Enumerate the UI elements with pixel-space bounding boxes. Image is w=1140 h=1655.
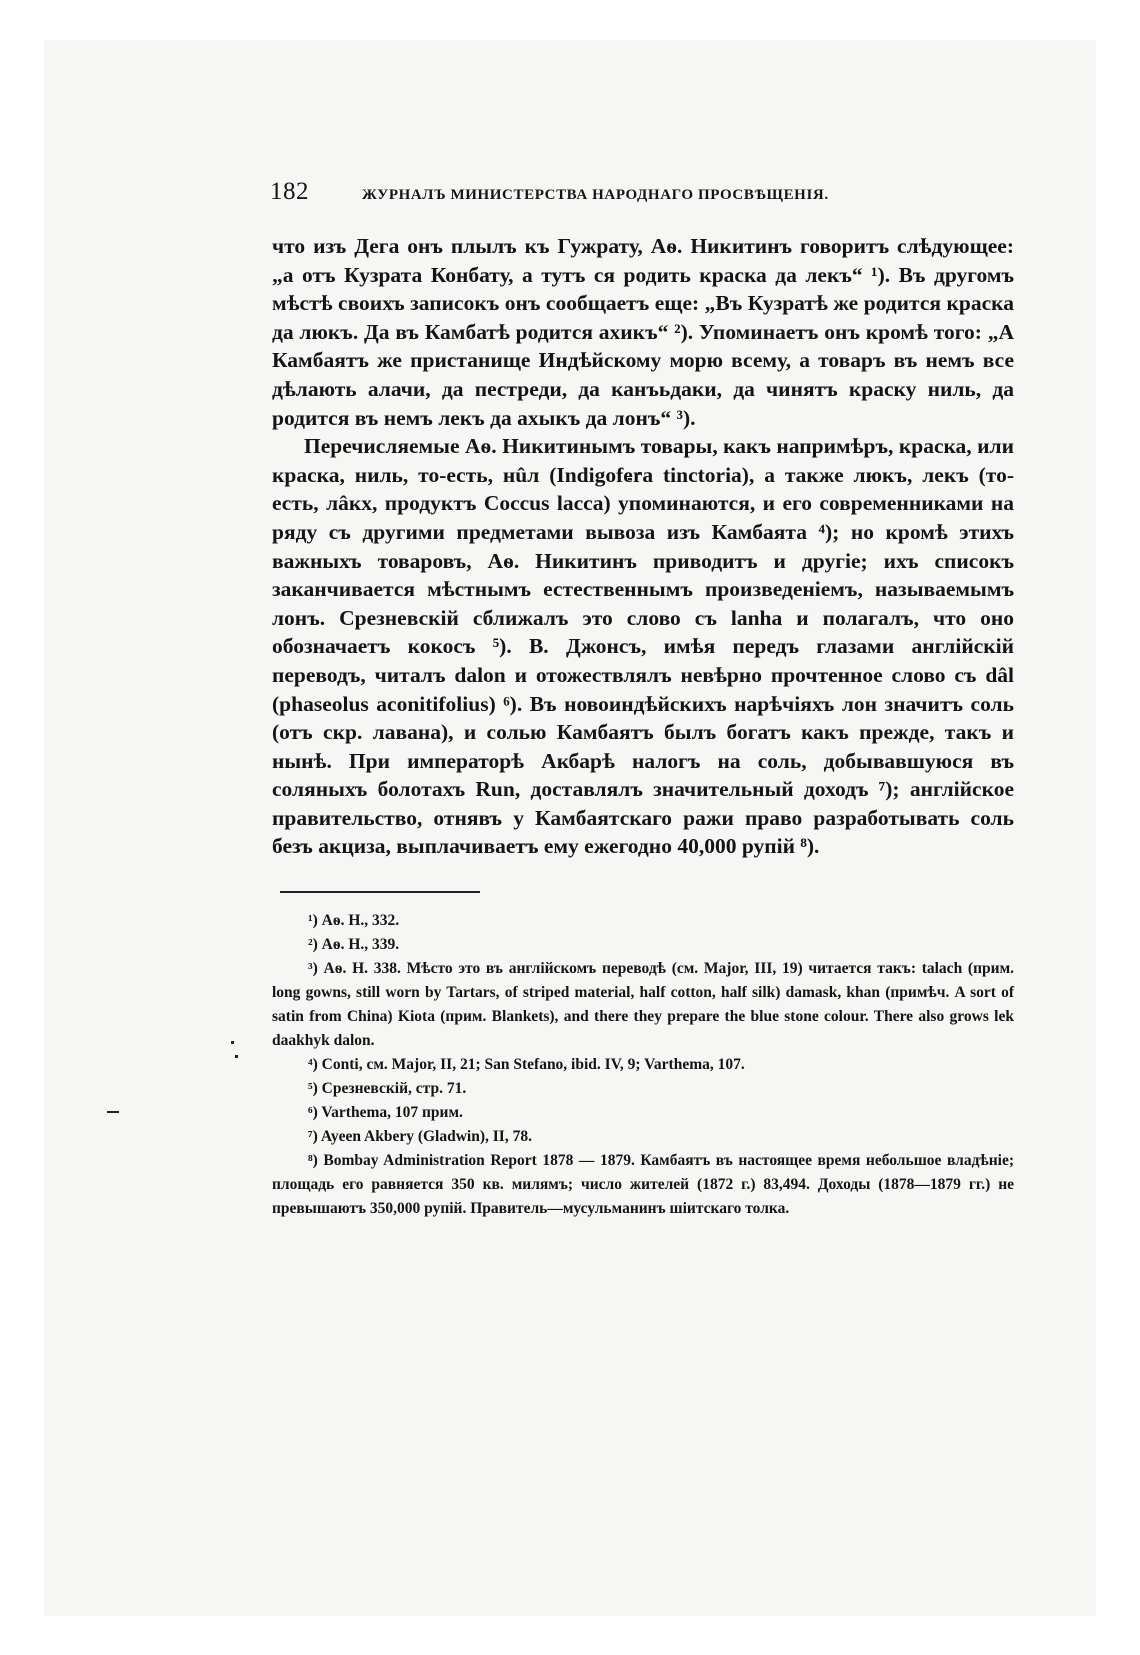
document-page [272,178,1014,1221]
scan-speck [235,1055,238,1058]
paragraph-continued: что изъ Дега онъ плылъ къ Гужрату, Аѳ. Никитинъ говоритъ слѣдующее: „а отъ Кузрата Конбату, а тутъ ся родить краска да лекъ“ ¹). Въ другомъ мѣстѣ своихъ записокъ онъ сообщаетъ еще: „Въ Кузратѣ же родится краска да люкъ. Да въ Камбатѣ родится ахикъ“ ²). Упоминаетъ онъ кромѣ того: „А Камбаятъ же пристанище Индѣйскому морю всему, а товаръ въ немъ все дѣлають алачи, да пестреди, да канъьдаки, да чинятъ краску ниль, да родится въ немъ лекъ да ахыкъ да лонъ“ ³). [272,234,1014,430]
footnote-2: ²) Аѳ. Н., 339. [308,936,400,954]
footnote-6: ⁶) Varthema, 107 прим. [308,1104,463,1122]
scan-dash [107,1111,119,1113]
footnotes [272,909,1014,1221]
footnote-8: ⁸) Bombay Administration Report 1878 — 1879. Камбаятъ въ настоящее время небольшое владѣніе; площадь его равняется 350 кв. милямъ; число жителей (1872 г.) 83,494. Доходы (1878—1879 гг.) не превышаютъ 350,000 рупій. Правитель—мусульманинъ шіитскаго толка. [272,1152,1014,1218]
scan-speck [231,1041,234,1044]
running-title: ЖУРНАЛЪ МИНИСТЕРСТВА НАРОДНАГО ПРОСВѢЩЕНІЯ. [362,187,829,203]
paragraph: Перечисляемые Аѳ. Никитинымъ товары, какъ напримѣръ, краска, или краска, ниль, то-есть, нûл (Indigofera tinctoria), а также люкъ, лекъ (то-есть, лâкх, продуктъ Coccus lacca) упоминаются, и его современниками на ряду съ другими предметами вывоза изъ Камбаята ⁴); но кромѣ этихъ важныхъ товаровъ, Аѳ. Никитинъ приводитъ и другіе; ихъ списокъ заканчивается мѣстнымъ естественнымъ произведеніемъ, называемымъ лонъ. Срезневскій сближалъ это слово съ lanha и полагалъ, что оно обозначаетъ кокосъ ⁵). В. Джонсъ, имѣя передъ глазами англійскій переводъ, читалъ dalon и отожествлялъ невѣрно прочтенное слово съ dâl (phaseolus aconitifolius) ⁶). Въ новоиндѣйскихъ нарѣчіяхъ лон значитъ соль (отъ скр. лавана), и солью Камбаятъ былъ богатъ какъ прежде, такъ и нынѣ. При императорѣ Акбарѣ налогъ на соль, добывавшуюся въ соляныхъ болотахъ Run, доставлялъ значительный доходъ ⁷); англійское правительство, отнявъ у Камбаятскаго ражи право разработывать соль безъ акциза, выплачиваетъ ему ежегодно 40,000 рупій ⁸). [272,434,1014,859]
footnote-4: ⁴) Conti, см. Major, II, 21; San Stefano, ibid. IV, 9; Varthema, 107. [308,1056,745,1074]
footnote-1: ¹) Аѳ. Н., 332. [308,912,400,930]
footnote-5: ⁵) Срезневскій, стр. 71. [308,1080,467,1098]
page-number: 182 [270,178,309,205]
page-header [272,178,1014,218]
body-text [272,232,1014,861]
footnote-separator [280,891,480,893]
footnote-3: ³) Аѳ. Н. 338. Мѣсто это въ англійскомъ переводѣ (см. Major, III, 19) читается такъ: talach (прим. long gowns, still worn by Tartars, of striped material, half cotton, half silk) damask, khan (примѣч. A sort of satin from China) Kiota (прим. Blankets), and there they prepare the blue stone colour. There also grows lek daakhyk dalon. [272,960,1014,1050]
footnote-7: ⁷) Ayeen Akbery (Gladwin), II, 78. [308,1128,532,1146]
